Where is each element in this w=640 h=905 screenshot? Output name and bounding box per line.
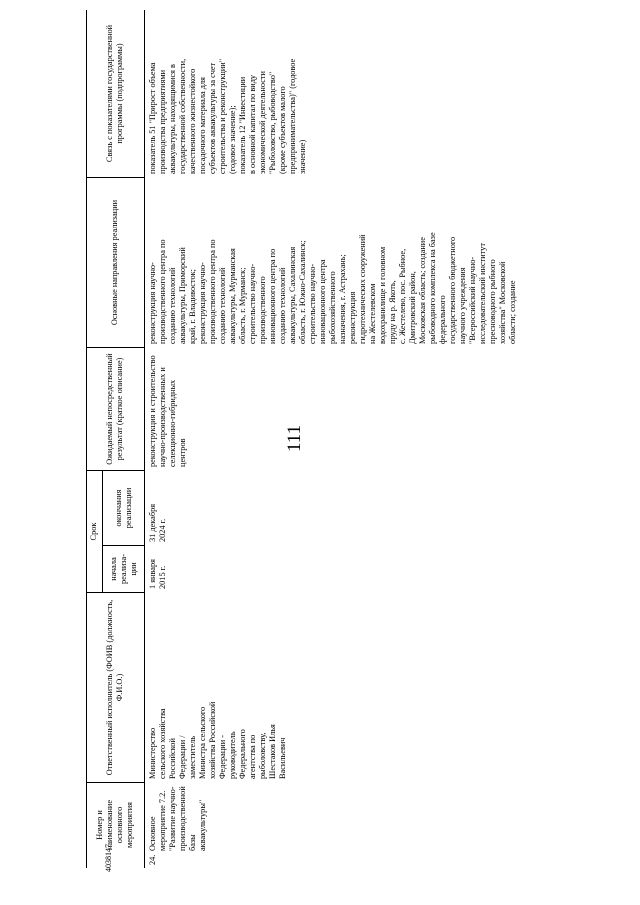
header-srok	[86, 471, 102, 592]
header-measure-text: Номер и наименование основного мероприятия	[95, 799, 134, 851]
page-number: 111	[284, 424, 305, 452]
header-executor-text: Ответственный исполнитель (ФОИВ (должность, Ф.И.О.)	[105, 599, 124, 776]
row-directions: реконструкция научно- производственного центра по созданию технологий аквакультуры, Приморский край, г. Владивосток; реконструкция научно- производственного центра по созданию технологий аквакультуры, Мурманская область, г. Мурманск; строительство научно- производственного инновационного центра по созданию технологий аквакультуры, Сахалинская область, г. Южно-Сахалинск; строительство научно- инновационного центра рыбохозяйственного назначения, г. Астрахань; реконструкция гидротехнических сооружений на Жестелевском водохранилище и головном пруду на р. Якоть, с. Жестелево, пос. Рыбное, Дмитровский район, Московская область; создание рыбоводного комплекса на базе федерального государственного бюджетного научного учреждения "Всероссийский научно- исследовательский институт пресноводного рыбного хозяйства" Московской области; создание	[148, 232, 517, 344]
header-end-text: окончания реализации	[113, 487, 133, 529]
row-measure: Основное мероприятие 7.2. "Развитие научно- производственной базы аквакультуры"	[148, 786, 207, 851]
header-srok-text: Срок	[89, 522, 98, 541]
row-number: 24.	[148, 854, 157, 865]
header-end	[103, 471, 144, 545]
row-executor: Министерство сельского хозяйства Российской Федерации / заместитель Министра сельского хозяйства Российской Федерации - руководитель Федерального агентства по рыболовству, Шестаков Илья Васильевич	[148, 701, 287, 779]
document-code: 4038147	[104, 844, 113, 872]
header-directions	[86, 178, 144, 347]
row-result: реконструкция и строительство научно-производственных и селекционно-гибридных центров	[148, 355, 187, 467]
header-start-text: начала реализа-ции	[108, 554, 138, 584]
measures-table	[86, 10, 517, 868]
header-result	[86, 348, 144, 470]
header-result-text: Ожидаемый непосредственный результат (краткое описание)	[105, 353, 124, 465]
rotated-table-area	[86, 10, 517, 868]
header-measure	[86, 782, 144, 868]
header-start	[103, 546, 144, 592]
row-start-date: 1 января 2015 г.	[148, 559, 167, 589]
header-indicators	[86, 10, 144, 177]
header-indicators-text: Связь с показателями государственной программы (подпрограммы)	[105, 24, 124, 163]
header-directions-text: Основные направления реализации	[110, 199, 119, 326]
row-indicators: показатель 51 "Прирост объема производства предприятиями аквакультуры, находящимися в государственной собственности, качественного жизнестойкого посадочного материала для субъектов аквакультуры за счет строительства и реконструкции" (годовое значение); показатель 12 "Инвестиции в основной капитал по виду экономической деятельности "Рыболовство, рыбоводство" (кроме субъектов малого предпринимательства)" (годовое значение)	[148, 58, 307, 174]
row-end-date: 31 декабря 2024 г.	[148, 503, 167, 542]
header-executor	[86, 593, 144, 782]
